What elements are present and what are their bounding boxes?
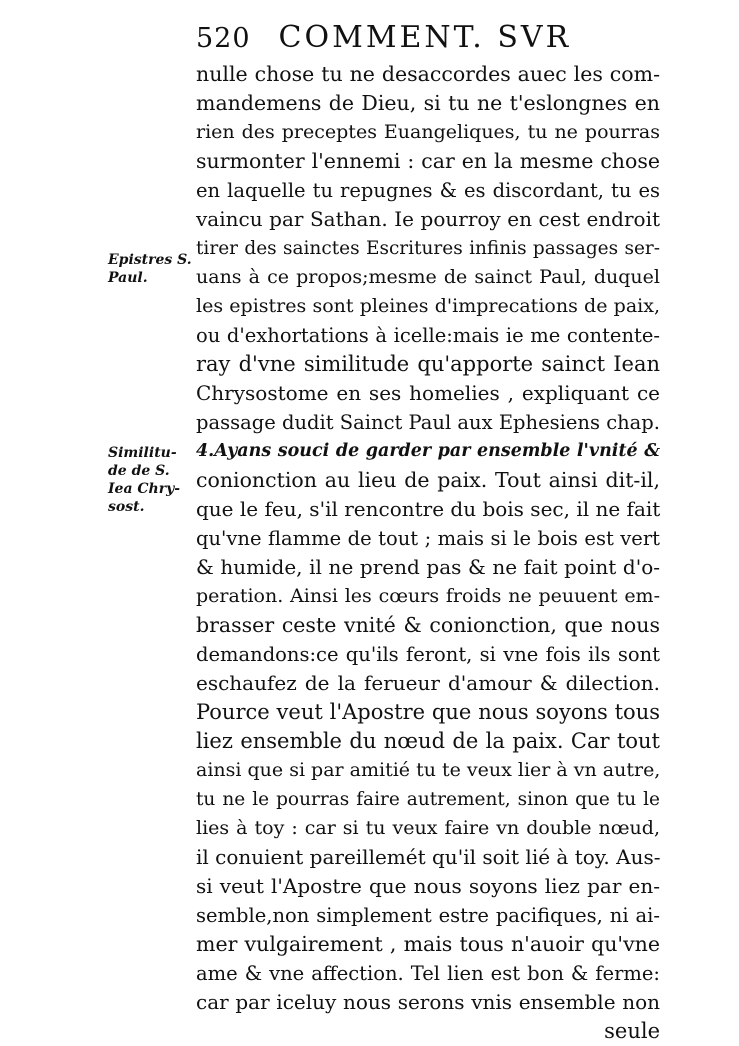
text-line: mer vulgairement , mais tous n'auoir qu'vne	[196, 932, 660, 956]
text-line: semble,non simplement estre pacifiques, ni ai-	[196, 904, 660, 927]
text-line: ray d'vne similitude qu'apporte sainct Iean	[196, 352, 660, 376]
text-line: car par iceluy nous serons vnis ensemble non	[196, 990, 660, 1014]
catchword: seule	[604, 1019, 660, 1043]
text-line: surmonter l'ennemi : car en la mesme chose	[196, 149, 660, 173]
margin-note-line: Epistres S.	[108, 252, 192, 268]
text-line: demandons:ce qu'ils feront, si vne fois ils sont	[196, 643, 660, 666]
text-line: tirer des sainctes Escritures infinis passages ser-	[196, 238, 660, 259]
margin-note-line: de de S.	[108, 463, 170, 479]
body-text	[196, 60, 660, 1046]
margin-note-line: sost.	[108, 499, 145, 515]
text-line: ou d'exhortations à icelle:mais ie me contente-	[196, 324, 660, 347]
text-line: qu'vne flamme de tout ; mais si le bois est vert	[196, 527, 660, 550]
text-line: Chrysostome en ses homelies , expliquant ce	[196, 381, 660, 405]
text-line: ainsi que si par amitié tu te veux lier à vn autre,	[196, 759, 661, 781]
margin-note-similitude	[108, 444, 196, 516]
text-line: liez ensemble du nœud de la paix. Car tout	[196, 729, 660, 753]
text-line: tu ne le pourras faire autrement, sinon que tu le	[196, 789, 660, 810]
text-line: Pource veut l'Apostre que nous soyons tous	[196, 700, 660, 724]
text-line: conionction au lieu de paix. Tout ainsi dit-il,	[196, 468, 660, 492]
text-line: les epistres sont pleines d'imprecations de paix,	[196, 295, 660, 317]
text-line: si veut l'Apostre que nous soyons liez par en-	[196, 874, 660, 898]
margin-note-line: Similitu-	[108, 445, 177, 461]
text-line: lies à toy : car si tu veux faire vn double nœud,	[196, 817, 660, 839]
text-line: rien des preceptes Euangeliques, tu ne pourras	[196, 121, 660, 143]
text-line-italic: 4.Ayans souci de garder par ensemble l'vnité &	[196, 441, 660, 461]
text-line: que le feu, s'il rencontre du bois sec, il ne fait	[196, 497, 661, 521]
text-line: en laquelle tu repugnes & es discordant, tu es	[196, 179, 660, 202]
text-line: peration. Ainsi les cœurs froids ne peuuent em-	[196, 585, 660, 607]
text-line: uans à ce propos;mesme de sainct Paul, duquel	[196, 266, 660, 288]
running-title: COMMENT. SVR	[278, 20, 572, 55]
text-line: vaincu par Sathan. Ie pourroy en cest endroit	[196, 207, 660, 231]
text-line: mandemens de Dieu, si tu ne t'eslongnes en	[196, 91, 660, 115]
margin-note-epistres	[108, 251, 196, 287]
margin-note-line: Iea Chry-	[108, 481, 181, 497]
margin-note-line: Paul.	[108, 270, 148, 286]
text-line: ame & vne affection. Tel lien est bon & ferme:	[196, 962, 660, 985]
text-line: brasser ceste vnité & conionction, que nous	[196, 613, 660, 637]
text-line: il conuient pareillemét qu'il soit lié à toy. Aus-	[196, 845, 661, 869]
text-line: & humide, il ne prend pas & ne fait point d'o-	[196, 555, 660, 579]
page-header	[196, 20, 656, 64]
text-line: passage dudit Sainct Paul aux Ephesiens chap.	[196, 411, 660, 434]
text-line: eschaufez de la ferueur d'amour & dilection.	[196, 671, 660, 695]
page-number: 520	[196, 23, 251, 54]
text-line: nulle chose tu ne desaccordes auec les com-	[196, 62, 660, 86]
